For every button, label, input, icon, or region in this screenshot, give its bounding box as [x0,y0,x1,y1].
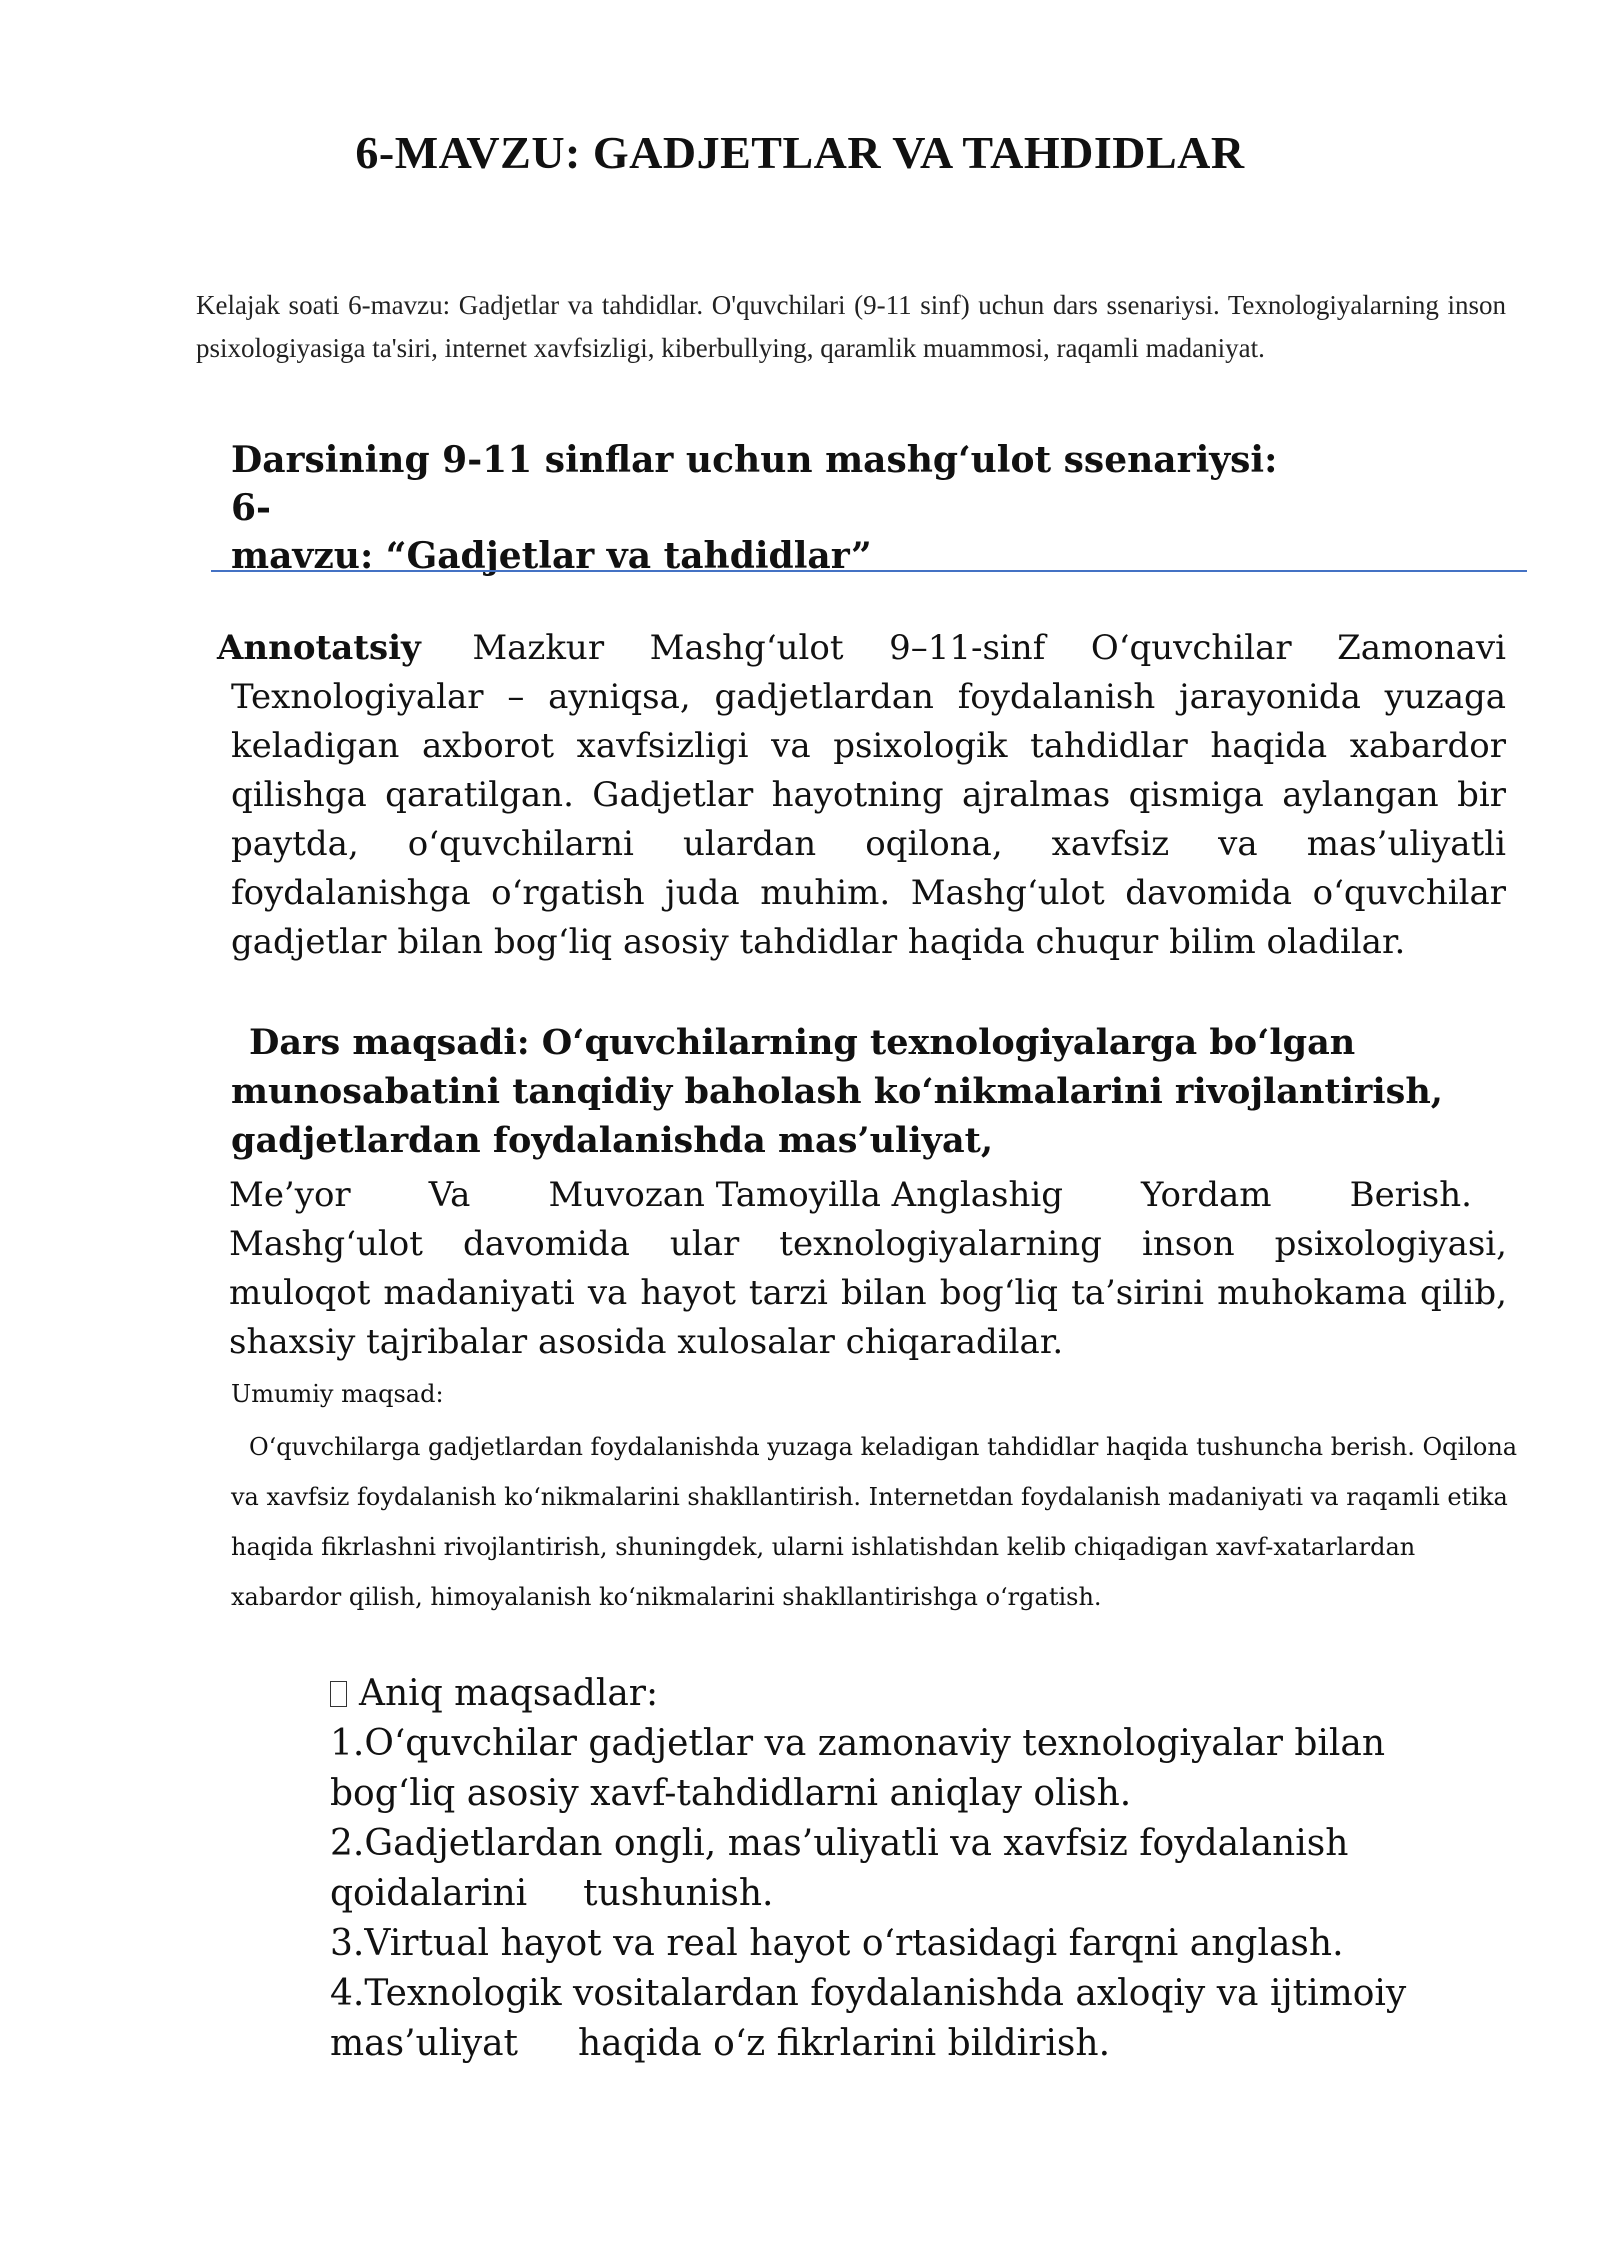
goal-spaced-line [229,1171,1507,1220]
subheading-line-2: mavzu: “Gadjetlar va tahdidlar” [231,535,872,577]
specific-goals-heading-text: Aniq maqsadlar: [359,1673,659,1714]
lesson-goal: Dars maqsadi: O‘quvchilarning texnologiyalarga bo‘lgan munosabatini tanqidiy baholash ko‘nikmalarini rivojlantirish, gadjetlardan foydalanishda mas’uliyat, [231,1022,1443,1161]
annotation-label: Annotatsiy [217,628,421,668]
specific-goal-line: 3.Virtual hayot va real hayot o‘rtasidagi farqni anglash. [330,1923,1344,1964]
lesson-goal-continuation [229,1171,1507,1367]
goal-word: Muvozan Tamoyilla Anglashig [548,1175,1064,1215]
specific-goal-line [330,1869,1480,1919]
goal-word: Berish. [1349,1175,1472,1215]
specific-goal-line: 1.O‘quvchilar gadjetlar va zamonaviy texnologiyalar bilan [330,1723,1386,1764]
lesson-subheading [231,436,1311,580]
specific-goal-line [330,2019,1480,2069]
missing-glyph-box-icon [330,1681,347,1707]
specific-goal-line: 2.Gadjetlardan ongli, mas’uliyatli va xavfsiz foydalanish [330,1823,1349,1864]
specific-goal-word: qoidalarini [330,1873,528,1914]
page-title: 6-MAVZU: GADJETLAR VA TAHDIDLAR [355,127,1245,178]
specific-goal-line: 4.Texnologik vositalardan foydalanishda axloqiy va ijtimoiy [330,1973,1407,2014]
specific-goals [330,1669,1480,2069]
annotation-text: Mazkur Mashg‘ulot 9–11-sinf O‘quvchilar Zamonavi Texnologiyalar – ayniqsa, gadjetlardan foydalanish jarayonida yuzaga keladigan axborot xavfsizligi va psixologik tahdidlar haqida xabardor qilishga qaratilgan. Gadjetlar hayotning ajralmas qismiga aylangan bir paytda, o‘quvchilarni ulardan oqilona, xavfsiz va mas’uliyatli foydalanishga o‘rgatish juda muhim. Mashg‘ulot davomida o‘quvchilar gadjetlar bilan bog‘liq asosiy tahdidlar haqida chuqur bilim oladilar. [231,628,1506,962]
specific-goal-word: haqida o‘z fikrlarini bildirish. [578,2023,1111,2064]
annotation-paragraph [217,624,1506,967]
intro-paragraph: Kelajak soati 6-mavzu: Gadjetlar va tahdidlar. O'quvchilari (9-11 sinf) uchun dars ssenariysi. Texnologiyalarning inson psixologiyasiga ta'siri, internet xavfsizligi, kiberbullying, qaramlik muammosi, raqamli madaniyat. [196,290,1506,363]
subheading-line-1: Darsining 9-11 sinflar uchun mashg‘ulot ssenariysi: 6- [231,439,1278,529]
general-goal-text: O‘quvchilarga gadjetlardan foydalanishda yuzaga keladigan tahdidlar haqida tushuncha berish. Oqilona va xavfsiz foydalanish ko‘nikmalarini shakllantirish. Internetdan foydalanish madaniyati va raqamli etika haqida fikrlashni rivojlantirish, shuningdek, ularni ishlatishdan kelib chiqadigan xavf-xatarlardan xabardor qilish, himoyalanish ko‘nikmalarini shakllantirishga o‘rgatish. [231,1433,1518,1611]
horizontal-divider [211,570,1527,572]
specific-goals-heading [330,1669,1480,1719]
goal-continuation-text: Mashg‘ulot davomida ular texnologiyalarning inson psixologiyasi, muloqot madaniyati va hayot tarzi bilan bog‘liq ta’sirini muhokama qilib, shaxsiy tajribalar asosida xulosalar chiqaradilar. [229,1224,1507,1362]
goal-word: Yordam [1141,1175,1272,1215]
general-goal-heading: Umumiy maqsad: [231,1380,444,1408]
specific-goal-line: bog‘liq asosiy xavf-tahdidlarni aniqlay olish. [330,1773,1132,1814]
specific-goal-word: tushunish. [583,1873,774,1914]
goal-word: Va [428,1175,471,1215]
goal-word: Me’yor [229,1175,351,1215]
specific-goal-word: mas’uliyat [330,2023,518,2064]
